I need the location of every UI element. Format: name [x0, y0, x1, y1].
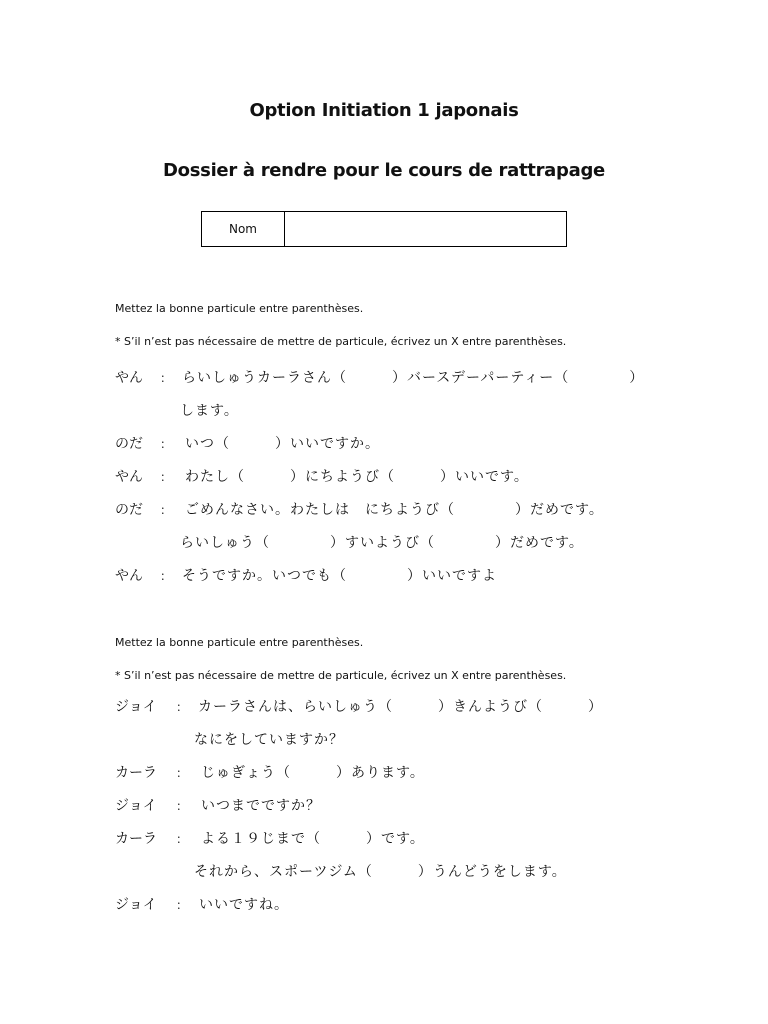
sentence: そうですか。いつでも（ ）いいですよ — [182, 568, 497, 584]
sentence: わたし（ ）にちようび（ ）いいです。 — [185, 469, 529, 485]
colon: ： — [176, 700, 189, 714]
colon: ： — [160, 503, 173, 517]
exercise2-note: * S’il n’est pas nécessaire de mettre de particule, écrivez un X entre parenthèses. — [115, 669, 567, 682]
sentence: いつ（ ）いいですか。 — [185, 436, 380, 452]
name-field[interactable] — [285, 212, 566, 246]
colon: ： — [176, 766, 189, 780]
sentence: らいしゅう（ ）すいようび（ ）だめです。 — [180, 535, 584, 551]
name-table — [201, 211, 567, 247]
sentence: それから、スポーツジム（ ）うんどうをします。 — [194, 864, 567, 880]
colon: ： — [160, 470, 173, 484]
sentence: します。 — [180, 403, 239, 419]
exercise1-note: * S’il n’est pas nécessaire de mettre de particule, écrivez un X entre parenthèses. — [115, 335, 567, 348]
speaker: やん — [115, 469, 143, 485]
colon: ： — [160, 437, 173, 451]
speaker: ジョイ — [115, 699, 157, 715]
speaker: のだ — [115, 502, 143, 518]
speaker: やん — [115, 370, 143, 386]
colon: ： — [160, 569, 173, 583]
speaker: ジョイ — [115, 897, 157, 913]
exercise2-instruction: Mettez la bonne particule entre parenthèses. — [115, 636, 364, 649]
sentence: らいしゅうカーラさん（ ）バースデーパーティー（ ） — [182, 370, 645, 386]
document-title: Option Initiation 1 japonais — [249, 100, 519, 121]
speaker: やん — [115, 568, 143, 584]
sentence: なにをしていますか？ — [194, 732, 344, 748]
sentence: よる１９じまで（ ）です。 — [201, 831, 425, 847]
sentence: いいですね。 — [199, 897, 289, 913]
speaker: カーラ — [115, 831, 157, 847]
colon: ： — [176, 832, 189, 846]
colon: ： — [160, 371, 173, 385]
sentence: いつまでですか？ — [201, 798, 321, 814]
speaker: のだ — [115, 436, 143, 452]
name-label: Nom — [202, 212, 285, 246]
sentence: じゅぎょう（ ）あります。 — [201, 765, 425, 781]
sentence: カーラさんは、らいしゅう（ ）きんようび（ ） — [198, 699, 603, 715]
speaker: ジョイ — [115, 798, 157, 814]
colon: ： — [176, 898, 189, 912]
sentence: ごめんなさい。わたしは にちようび（ ）だめです。 — [185, 502, 604, 518]
exercise1-instruction: Mettez la bonne particule entre parenthèses. — [115, 302, 364, 315]
colon: ： — [176, 799, 189, 813]
speaker: カーラ — [115, 765, 157, 781]
document-subtitle: Dossier à rendre pour le cours de rattrapage — [163, 160, 605, 181]
